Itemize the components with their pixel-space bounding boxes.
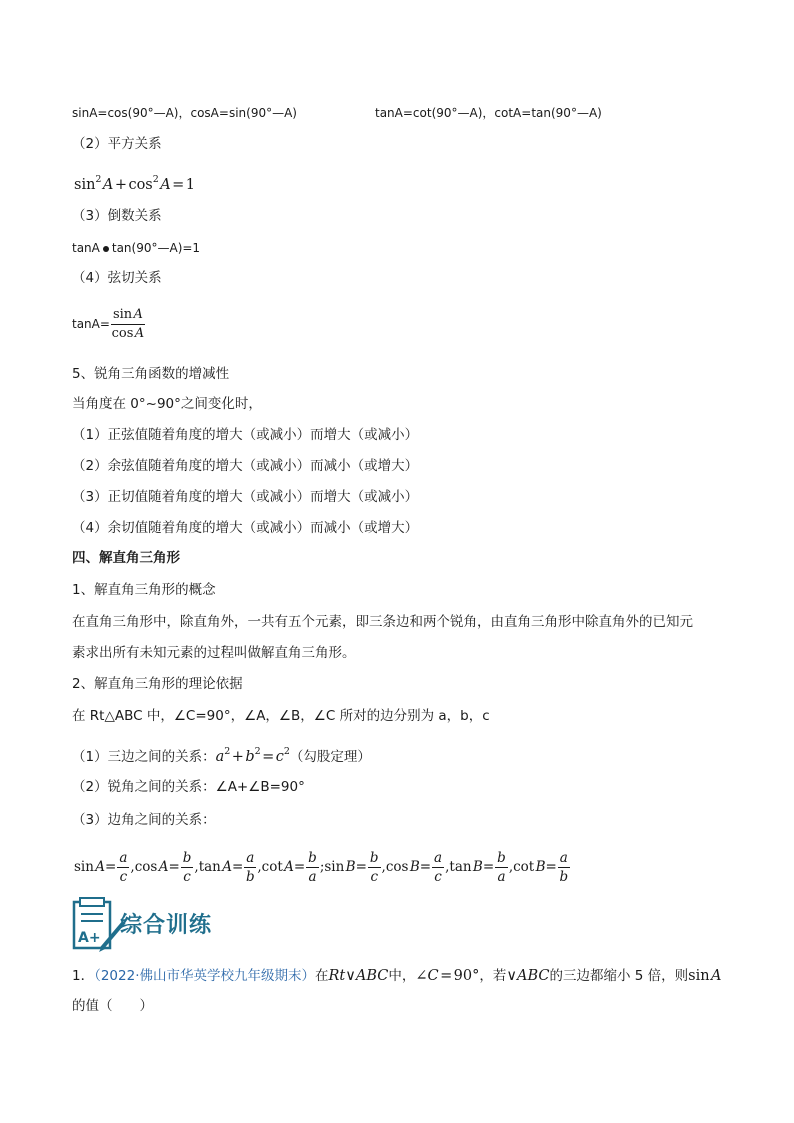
heading-theory-basis: 2、解直角三角形的理论依据 [72, 676, 243, 692]
monotonicity-item-2: （2）余弦值随着角度的增大（或减小）而减小（或增大） [72, 458, 419, 474]
reciprocal-right: tan(90°—A)=1 [111, 241, 201, 255]
q1-text-d: 的三边都缩小 5 倍，则 [549, 968, 689, 984]
heading-quotient-relation: （4）弦切关系 [72, 270, 162, 286]
quotient-lhs: tanA= [72, 317, 110, 331]
monotonicity-item-1: （1）正弦值随着角度的增大（或减小）而增大（或减小） [72, 427, 419, 443]
formula-sin2-cos2: $\sin^2$ A + $\cos^2$ A = 1 [74, 174, 195, 193]
monotonicity-item-3: （3）正切值随着角度的增大（或减小）而增大（或减小） [72, 489, 419, 505]
reciprocal-left: tanA [72, 241, 100, 255]
monotonicity-intro: 当角度在 0°~90°之间变化时， [72, 396, 262, 412]
q1-angle-C: ∠C = 90° [415, 968, 480, 984]
relation-angles: （2）锐角之间的关系：∠A+∠B=90° [72, 779, 305, 795]
formula-pythagoras: $a^2$ + $b^2$ = $c^2$ [215, 746, 290, 765]
formula-side-angle-ratios: sin A= $\frac{a}{c}$ ,cos A= $\frac{b}{c}$ ,tan A= $\frac{a}{b}$ ,cot A= $\frac{b}{a}$ ;sin B= $\frac{b}{c}$ ,cos B= $\frac{a}{c}$ ,tan B= $\frac{b}{a}$ ,cot B= $\frac{a}{b}$ [74, 850, 569, 885]
heading-reciprocal-relation: （3）倒数关系 [72, 208, 162, 224]
q1-text-b: 中， [388, 968, 416, 984]
concept-paragraph-line-2: 素求出所有未知元素的过程叫做解直角三角形。 [72, 645, 356, 661]
relation-sides-note: （勾股定理） [289, 749, 371, 765]
q1-triangle-RtABC: Rt∨ABC [328, 968, 389, 984]
relation-side-angle: （3）边角之间的关系： [72, 812, 216, 828]
question-1-line-2: 的值（ ） [72, 998, 153, 1014]
heading-concept: 1、解直角三角形的概念 [72, 582, 216, 598]
cofunction-line-1: sinA=cos(90°—A)，cosA=sin(90°—A) [72, 106, 297, 120]
section-heading-solve-right-triangle: 四、解直角三角形 [72, 550, 180, 566]
relation-sides [72, 742, 371, 767]
banner-title: 综合训练 [120, 913, 213, 938]
heading-square-relation: （2）平方关系 [72, 136, 162, 152]
q1-triangle-ABC: ∨ABC [506, 968, 550, 984]
concept-paragraph-line-1: 在直角三角形中，除直角外，一共有五个元素，即三条边和两个锐角，由直角三角形中除直角外的已知元 [72, 614, 693, 630]
dot-operator-icon [103, 246, 109, 252]
cofunction-line-2: tanA=cot(90°—A)，cotA=tan(90°—A) [375, 106, 602, 120]
q1-text-a: 在 [315, 968, 329, 984]
heading-monotonicity: 5、锐角三角函数的增减性 [72, 366, 230, 382]
theory-intro: 在 Rt△ABC 中，∠C=90°，∠A，∠B，∠C 所对的边分别为 a，b，c [72, 708, 490, 724]
monotonicity-item-4: （4）余切值随着角度的增大（或减小）而减小（或增大） [72, 520, 419, 536]
q1-text-c: ，若 [479, 968, 507, 984]
question-source: （2022·佛山市华英学校九年级期末） [94, 968, 315, 984]
svg-text:A+: A+ [78, 930, 101, 946]
formula-tan-quotient [72, 306, 146, 343]
fraction-sinA-cosA: $\frac{\text{sin A}}{\text{cos A}}$ [111, 307, 145, 341]
question-number: 1． [72, 968, 95, 984]
relation-sides-label: （1）三边之间的关系： [72, 749, 216, 765]
formula-reciprocal [72, 238, 200, 258]
q1-sinA: sin A [688, 968, 722, 984]
question-1-line-1 [72, 966, 722, 986]
